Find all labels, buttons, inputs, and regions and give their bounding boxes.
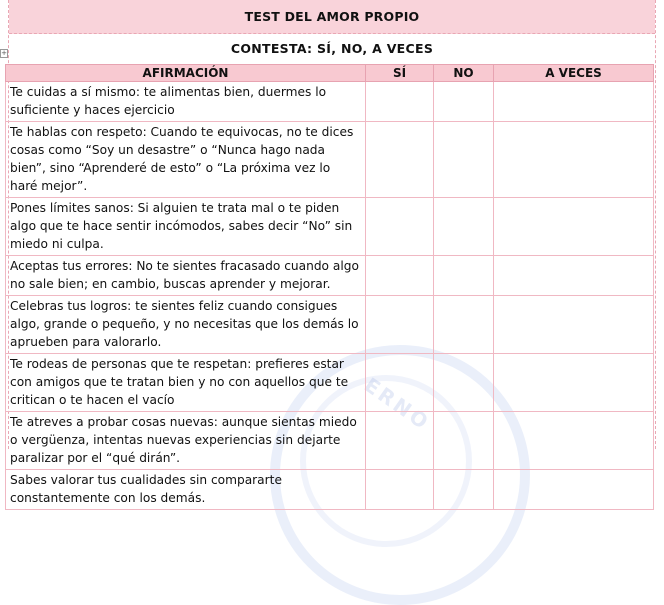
statement-cell: Aceptas tus errores: No te sientes fracasado cuando algo no sale bien; en cambio, buscas aprender y mejorar. [6, 256, 366, 296]
table-row [6, 296, 654, 354]
answer-yes-cell[interactable] [366, 198, 434, 256]
answer-no-cell[interactable] [434, 198, 494, 256]
table-row [6, 256, 654, 296]
answer-yes-cell[interactable] [366, 354, 434, 412]
answer-no-cell[interactable] [434, 296, 494, 354]
table-row [6, 198, 654, 256]
statement-cell: Te atreves a probar cosas nuevas: aunque sientas miedo o vergüenza, intentas nuevas experiencias sin dejarte paralizar por el “qué dirán”. [6, 412, 366, 470]
document-title: TEST DEL AMOR PROPIO [9, 0, 655, 34]
answer-yes-cell[interactable] [366, 412, 434, 470]
table-row [6, 122, 654, 198]
table-row [6, 412, 654, 470]
answer-yes-cell[interactable] [366, 122, 434, 198]
answer-yes-cell[interactable] [366, 470, 434, 510]
statement-cell: Te hablas con respeto: Cuando te equivocas, no te dices cosas como “Soy un desastre” o “Nunca hago nada bien”, sino “Aprenderé de esto” o “La próxima vez lo haré mejor”. [6, 122, 366, 198]
answer-no-cell[interactable] [434, 354, 494, 412]
header-no: NO [434, 65, 494, 82]
statement-cell: Celebras tus logros: te sientes feliz cuando consigues algo, grande o pequeño, y no necesitas que los demás lo aprueben para valorarlo. [6, 296, 366, 354]
answer-yes-cell[interactable] [366, 256, 434, 296]
statement-cell: Te cuidas a sí mismo: te alimentas bien, duermes lo suficiente y haces ejercicio [6, 82, 366, 122]
table-header-row [6, 65, 654, 82]
answer-no-cell[interactable] [434, 122, 494, 198]
answer-no-cell[interactable] [434, 470, 494, 510]
answer-sometimes-cell[interactable] [494, 122, 654, 198]
statement-cell: Te rodeas de personas que te respetan: prefieres estar con amigos que te tratan bien y no con aquellos que te critican o te hacen el vacío [6, 354, 366, 412]
answer-sometimes-cell[interactable] [494, 470, 654, 510]
answer-sometimes-cell[interactable] [494, 82, 654, 122]
self-love-test-table [5, 64, 654, 510]
table-anchor-icon[interactable]: + [1, 49, 7, 57]
answer-sometimes-cell[interactable] [494, 354, 654, 412]
answer-yes-cell[interactable] [366, 296, 434, 354]
document-subtitle: CONTESTA: SÍ, NO, A VECES [230, 41, 434, 56]
header-sometimes: A VECES [494, 65, 654, 82]
table-row [6, 354, 654, 412]
answer-sometimes-cell[interactable] [494, 296, 654, 354]
header-yes: SÍ [366, 65, 434, 82]
header-statement: AFIRMACIÓN [6, 65, 366, 82]
answer-yes-cell[interactable] [366, 82, 434, 122]
answer-sometimes-cell[interactable] [494, 256, 654, 296]
answer-no-cell[interactable] [434, 412, 494, 470]
answer-no-cell[interactable] [434, 256, 494, 296]
table-row [6, 470, 654, 510]
table-row [6, 82, 654, 122]
answer-sometimes-cell[interactable] [494, 412, 654, 470]
watermark-text: ERNO [359, 372, 435, 436]
answer-sometimes-cell[interactable] [494, 198, 654, 256]
statement-cell: Sabes valorar tus cualidades sin compararte constantemente con los demás. [6, 470, 366, 510]
answer-no-cell[interactable] [434, 82, 494, 122]
statement-cell: Pones límites sanos: Si alguien te trata mal o te piden algo que te hace sentir incómodos, sabes decir “No” sin miedo ni culpa. [6, 198, 366, 256]
